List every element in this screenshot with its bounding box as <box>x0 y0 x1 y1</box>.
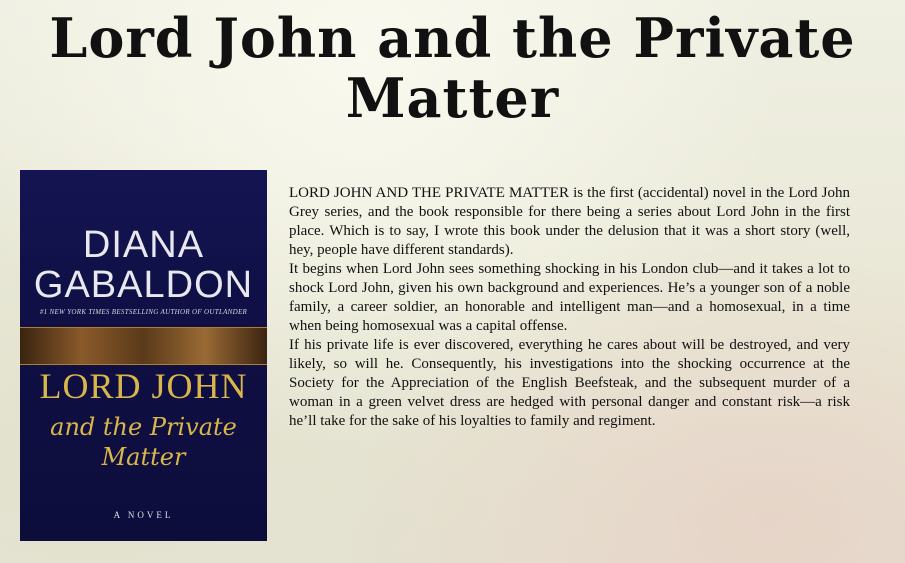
description-paragraph-2: It begins when Lord John sees something shocking in his London club—and it takes a lot to shock Lord John, given his own background and experiences. He’s a younger son of a noble family, a career soldier, an honorable and intelligent man—and a homosexual, in a time when being homosexual was a capital offense. <box>289 261 850 334</box>
cover-novel-label: A NOVEL <box>113 510 174 520</box>
cover-book-title: LORD JOHN <box>39 366 248 406</box>
cover-author-first: DIANA <box>82 224 205 266</box>
page-title: Lord John and the Private Matter <box>49 6 856 130</box>
description-paragraph-3: If his private life is ever discovered, everything he cares about will be destroyed, and very likely, so will he. Consequently, his investigations into the shocking occurrence at the Society for the Appreciation of the English Beefsteak, and the subsequent murder of a woman in a green velvet dress are hedged with personal danger and constant risk—a risk he’ll take for the sake of his loyalties to family and regiment. <box>289 337 850 429</box>
book-description <box>289 184 850 431</box>
book-cover-image <box>20 170 267 541</box>
cover-author-last: GABALDON <box>33 264 254 306</box>
cover-book-subtitle: and the Private Matter <box>50 413 237 471</box>
description-paragraph-1: LORD JOHN AND THE PRIVATE MATTER is the first (accidental) novel in the Lord John Grey series, and the book responsible for there being a series about Lord John in the first place. Which is to say, I wrote this book under the delusion that it was a short story (well, hey, people have different standards). <box>289 185 850 258</box>
cover-tagline: #1 NEW YORK TIMES BESTSELLING AUTHOR OF OUTLANDER <box>39 308 248 316</box>
cover-portrait-band <box>20 327 267 365</box>
